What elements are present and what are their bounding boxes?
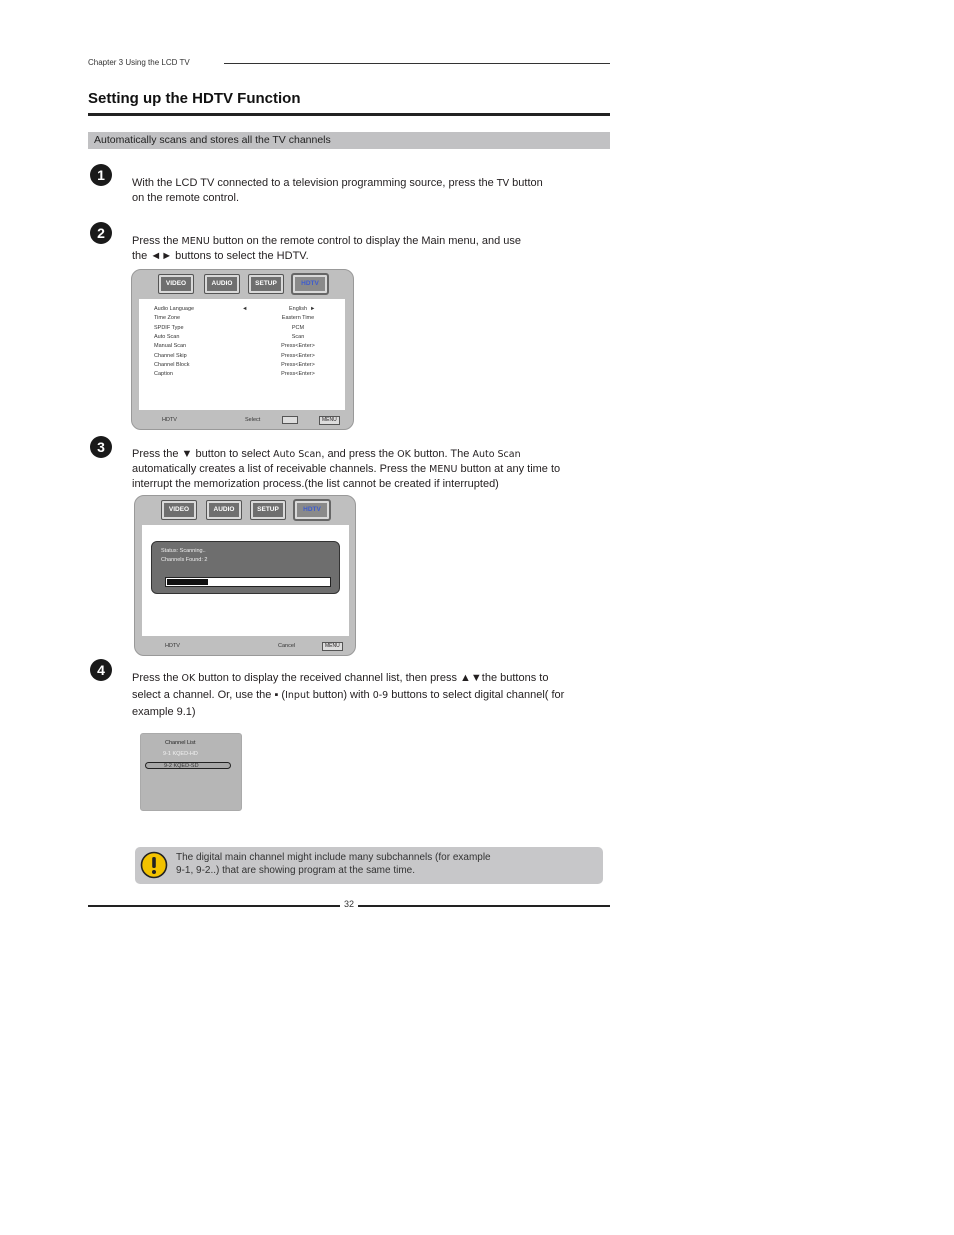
step-1-text: With the LCD TV connected to a television programming source, press the TV button on the remote control. [132,177,543,204]
step-1-number: 1 [90,164,112,186]
menu-row-label[interactable]: Channel Skip [154,352,187,359]
step-4-text: Press the OK button to display the received channel list, then press ▲▼the buttons to select a channel. Or, use the ▪ (Input button) with 0-9 buttons to select digital channel( for example 9.1) [132,672,565,718]
menu-row-label[interactable]: Audio Language [154,306,195,312]
channel-list-screenshot [140,733,242,811]
channel-list-title: Channel List [165,740,196,746]
page-number: 32 [343,899,354,909]
footer-rule-left [88,905,340,907]
menu-key-icon: MENU [322,642,343,651]
tab-setup[interactable]: SETUP [249,275,283,293]
step-3-text: Press the ▼ button to select Auto Scan, and press the OK button. The Auto Scan automatically creates a list of receivable channels. Press the MENU button at any time to interrupt the memorization process.(the list cannot be created if interrupted) [132,448,561,490]
tab-hdtv[interactable]: HDTV [295,501,329,519]
scan-progress-bar [165,577,331,587]
menu-key-icon: MENU [319,416,340,425]
footer-rule-right [358,905,610,907]
menu-row-value: Press<Enter> [281,343,315,350]
menu-footer-select: Select [245,417,261,423]
step-2-text: Press the MENU button on the remote control to display the Main menu, and use the ◄► buttons to select the HDTV. [132,235,522,262]
channels-found-text: Channels Found: 2 [161,557,208,563]
step-2-number: 2 [90,222,112,244]
scan-progress-fill [167,579,208,585]
note-box [135,847,603,884]
step-3-number: 3 [90,436,112,458]
menu-row-label[interactable]: SPDIF Type [154,324,184,331]
scan-status-box [151,541,340,594]
scan-footer-cancel: Cancel [278,643,296,649]
tab-audio[interactable]: AUDIO [205,275,239,293]
scanning-screenshot [134,495,356,656]
channel-list-item[interactable]: 9-2 KQED-SD [145,762,231,769]
menu-row-label[interactable]: Caption [154,371,173,378]
warning-icon [140,851,168,879]
hdtv-menu-screenshot [131,269,354,430]
tab-audio[interactable]: AUDIO [207,501,241,519]
tab-video[interactable]: VIDEO [159,275,193,293]
menu-row-value: English [288,306,308,312]
scan-status-text: Status: Scanning.. [161,548,206,554]
scan-tab-bar [135,496,355,522]
channel-list-item[interactable]: 9-1 KQED-HD [163,751,198,757]
header-rule [224,63,610,64]
menu-row-value: Press<Enter> [281,361,315,368]
scan-panel [142,525,349,636]
tab-hdtv[interactable]: HDTV [293,275,327,293]
scan-footer-label: HDTV [165,643,180,649]
menu-row-value: Scan [291,333,305,340]
page-title: Setting up the HDTV Function [88,90,301,107]
menu-row-label[interactable]: Auto Scan [154,333,180,340]
menu-row-value: Eastern Time [281,315,315,322]
menu-row-value: Press<Enter> [281,371,315,378]
enter-key-icon [282,416,298,424]
menu-settings-panel [139,299,345,410]
menu-row-label[interactable]: Time Zone [154,315,181,322]
tab-video[interactable]: VIDEO [162,501,196,519]
menu-tab-bar [132,270,353,296]
chapter-header: Chapter 3 Using the LCD TV [88,58,190,67]
note-line-1: The digital main channel might include many subchannels (for example [176,852,491,863]
section-banner: Automatically scans and stores all the TV channels [88,132,610,149]
right-arrow-icon[interactable]: ► [310,306,316,312]
menu-row-value: PCM [291,324,305,331]
step-4-number: 4 [90,659,112,681]
tab-setup[interactable]: SETUP [251,501,285,519]
menu-footer-label: HDTV [162,417,177,423]
title-rule [88,113,610,116]
note-line-2: 9-1, 9-2..) that are showing program at the same time. [176,865,415,876]
menu-row-label[interactable]: Manual Scan [154,343,187,350]
menu-row-label[interactable]: Channel Block [154,361,190,368]
menu-row-value: Press<Enter> [281,352,315,359]
left-arrow-icon[interactable]: ◄ [242,306,248,312]
